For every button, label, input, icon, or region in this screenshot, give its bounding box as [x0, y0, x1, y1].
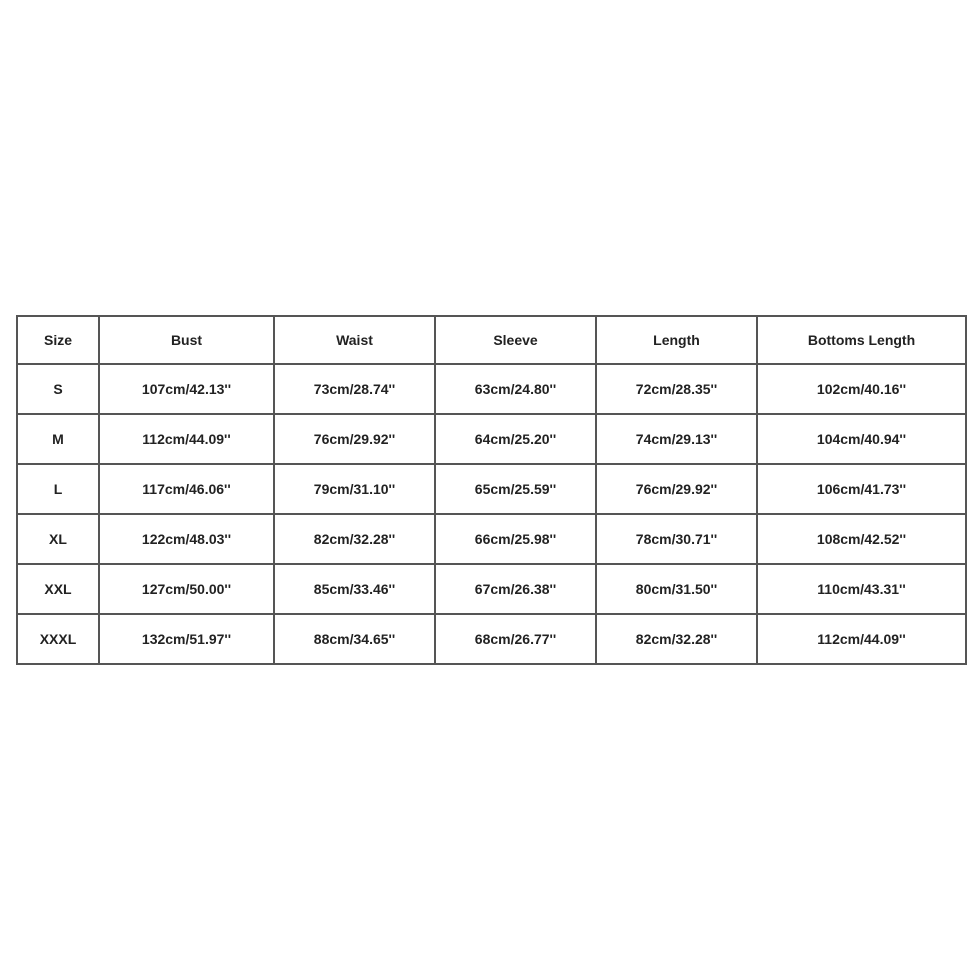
- table-row: [18, 615, 967, 665]
- size-cell: XL: [18, 515, 100, 565]
- waist-cell: 88cm/34.65'': [275, 615, 436, 665]
- waist-cell: 79cm/31.10'': [275, 465, 436, 515]
- header-length: Length: [597, 317, 758, 365]
- sleeve-cell: 64cm/25.20'': [436, 415, 597, 465]
- table-row: [18, 365, 967, 415]
- waist-cell: 73cm/28.74'': [275, 365, 436, 415]
- bottoms-length-cell: 104cm/40.94'': [758, 415, 967, 465]
- header-sleeve: Sleeve: [436, 317, 597, 365]
- bust-cell: 122cm/48.03'': [100, 515, 275, 565]
- table-row: [18, 465, 967, 515]
- table-header-row: [18, 317, 967, 365]
- waist-cell: 85cm/33.46'': [275, 565, 436, 615]
- bust-cell: 112cm/44.09'': [100, 415, 275, 465]
- length-cell: 76cm/29.92'': [597, 465, 758, 515]
- length-cell: 78cm/30.71'': [597, 515, 758, 565]
- bust-cell: 132cm/51.97'': [100, 615, 275, 665]
- sleeve-cell: 68cm/26.77'': [436, 615, 597, 665]
- bottoms-length-cell: 102cm/40.16'': [758, 365, 967, 415]
- bottoms-length-cell: 110cm/43.31'': [758, 565, 967, 615]
- size-cell: M: [18, 415, 100, 465]
- sleeve-cell: 65cm/25.59'': [436, 465, 597, 515]
- bottoms-length-cell: 106cm/41.73'': [758, 465, 967, 515]
- table-row: [18, 565, 967, 615]
- bust-cell: 107cm/42.13'': [100, 365, 275, 415]
- sleeve-cell: 63cm/24.80'': [436, 365, 597, 415]
- header-waist: Waist: [275, 317, 436, 365]
- size-cell: S: [18, 365, 100, 415]
- bust-cell: 127cm/50.00'': [100, 565, 275, 615]
- size-cell: XXXL: [18, 615, 100, 665]
- table-row: [18, 515, 967, 565]
- length-cell: 74cm/29.13'': [597, 415, 758, 465]
- bottoms-length-cell: 108cm/42.52'': [758, 515, 967, 565]
- header-size: Size: [18, 317, 100, 365]
- waist-cell: 76cm/29.92'': [275, 415, 436, 465]
- waist-cell: 82cm/32.28'': [275, 515, 436, 565]
- size-cell: XXL: [18, 565, 100, 615]
- size-chart-table: [16, 315, 967, 665]
- header-bust: Bust: [100, 317, 275, 365]
- bust-cell: 117cm/46.06'': [100, 465, 275, 515]
- header-bottoms-length: Bottoms Length: [758, 317, 967, 365]
- size-cell: L: [18, 465, 100, 515]
- sleeve-cell: 67cm/26.38'': [436, 565, 597, 615]
- bottoms-length-cell: 112cm/44.09'': [758, 615, 967, 665]
- sleeve-cell: 66cm/25.98'': [436, 515, 597, 565]
- length-cell: 72cm/28.35'': [597, 365, 758, 415]
- length-cell: 80cm/31.50'': [597, 565, 758, 615]
- table-row: [18, 415, 967, 465]
- length-cell: 82cm/32.28'': [597, 615, 758, 665]
